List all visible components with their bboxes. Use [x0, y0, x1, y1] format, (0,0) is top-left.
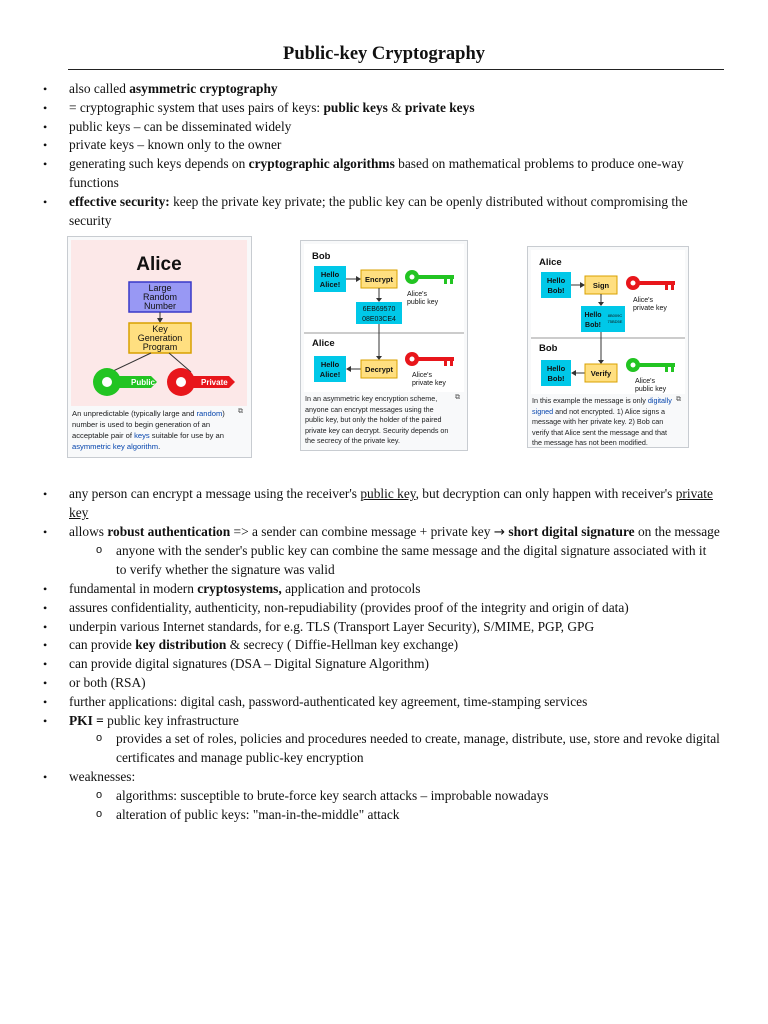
bullet-text: also called [69, 81, 130, 96]
figure-1-caption [72, 408, 236, 452]
bold-term: private keys [404, 99, 475, 115]
bullet-item [40, 768, 720, 824]
sub-bullet-item: o provides a set of roles, policies and procedures needed to create, manage, distribute, use, store and revoke digital certificates and manage public-key encryption [69, 730, 720, 768]
bullet-text: assures confidentiality, authenticity, non-repudiability (provides proof of the integrity and origin of data) [69, 599, 629, 615]
fig3-hello-bottom-line-2: Bob! [547, 374, 565, 383]
bullet-text: public key infrastructure [103, 712, 239, 728]
bullet-text: further applications: digital cash, password-authenticated key agreement, time-stamping services [69, 693, 588, 709]
bold-term: public keys [323, 99, 388, 115]
fig3-signed-line-1: Hello [584, 312, 602, 319]
fig3-signature-line-1: 8B009C [607, 313, 623, 318]
arrow-icon: → [493, 524, 506, 540]
bullet-text: => a sender can combine message + private key [230, 523, 494, 539]
bullet-item [40, 523, 720, 580]
fig1-heading: Alice [136, 254, 182, 275]
bullet-text: based on mathematical problems to produce one-way functions [69, 156, 684, 190]
fig2-decrypt-label: Decrypt [365, 365, 393, 374]
fig2-key-bottom-line-1: Alice's [412, 372, 433, 379]
bullet-text: on the message [634, 523, 720, 539]
fig1-program-line-2: Generation [137, 333, 183, 343]
fig3-key-bottom-line-1: Alice's [635, 378, 656, 385]
bullet-item [40, 712, 720, 768]
figure-3-caption [532, 396, 678, 449]
bullet-text: & [387, 99, 405, 115]
fig2-key-bottom-line-2: private key [412, 380, 446, 387]
bullet-text: , but decryption can only happen with receiver's [415, 486, 676, 501]
encryption-diagram [304, 244, 464, 392]
fig1-random-line-3: Number [143, 301, 177, 311]
bullet-item [40, 693, 720, 712]
fig1-public-label: Public [131, 378, 156, 387]
fig1-program-line-3: Program [142, 342, 178, 352]
fig2-encrypt-label: Encrypt [365, 275, 393, 284]
key-generation-diagram [71, 240, 247, 406]
enlarge-icon[interactable]: ⧉ [455, 393, 460, 401]
fig3-signed-line-2: Bob! [585, 322, 601, 329]
fig2-bottom-label: Alice [312, 338, 335, 349]
figure-encryption [300, 240, 468, 451]
bullet-item [40, 599, 720, 618]
caption-text: An unpredictable (typically large and [72, 409, 197, 418]
bullet-text: public keys – can be disseminated widely [69, 118, 292, 134]
fig3-top-label: Alice [539, 257, 562, 268]
bullet-text: or both (RSA) [69, 674, 146, 690]
bullet-text: = cryptographic system that uses pairs of keys: [69, 99, 324, 115]
fig3-key-bottom-line-2: public key [635, 386, 667, 393]
sub-bullet-item: o alteration of public keys: "man-in-the-middle" attack [69, 806, 720, 825]
figure-2-caption: In an asymmetric key encryption scheme, anyone can encrypt messages using the public key, but only the holder of the paired private key can decrypt. Security depends on the secrecy of the private key. [305, 394, 449, 445]
link-random[interactable]: random [196, 409, 223, 418]
fig3-sign-label: Sign [592, 281, 610, 290]
bold-term: effective security: [69, 193, 170, 209]
bullet-text: & secrecy ( Diffie-Hellman key exchange) [226, 637, 459, 653]
bullet-text: keep the private key private; the public key can be openly distributed without compromising the security [69, 193, 688, 228]
bold-term: PKI = [69, 712, 104, 728]
fig2-cipher-line-1: 6EB69570 [362, 306, 396, 313]
fig2-hello-top-line-1: Hello [320, 270, 340, 279]
bullet-item [40, 485, 720, 523]
fig1-program-line-1: Key [152, 324, 168, 334]
underlined-term: private key [69, 486, 713, 520]
underlined-term: public key [360, 486, 416, 501]
body-bullet-list [40, 485, 720, 824]
bold-term: short digital signature [508, 523, 635, 539]
fig1-random-line-2: Random [142, 292, 178, 302]
fig3-key-top-line-2: private key [633, 305, 667, 312]
link-keys[interactable]: keys [134, 431, 150, 440]
fig2-hello-top-line-2: Alice! [319, 280, 341, 289]
sub-bullet-list [69, 730, 720, 768]
bullet-text: fundamental in modern [69, 580, 198, 596]
bullet-text: can provide digital signatures (DSA – Digital Signature Algorithm) [69, 656, 430, 672]
bold-term: cryptosystems, [197, 580, 282, 596]
bullet-text: underpin various Internet standards, for e.g. TLS (Transport Layer Security), S/MIME, PGP, GPG [69, 618, 595, 634]
fig2-hello-bottom-line-1: Hello [320, 360, 340, 369]
fig3-bottom-label: Bob [539, 343, 558, 354]
bullet-text: can provide [69, 637, 136, 653]
bullet-text: any person can encrypt a message using the receiver's [69, 486, 361, 501]
fig2-key-top-line-1: Alice's [407, 291, 428, 298]
fig3-hello-top-line-2: Bob! [547, 286, 565, 295]
bullet-text: application and protocols [281, 580, 421, 596]
bullet-item [40, 618, 720, 637]
bullet-text: weaknesses: [69, 768, 136, 784]
bullet-text: private keys – known only to the owner [69, 137, 282, 153]
fig3-signature-line-2: 75BD5E [607, 319, 623, 324]
fig3-hello-top-line-1: Hello [546, 276, 566, 285]
bullet-item [40, 655, 720, 674]
caption-text: ) number is used to begin generation of an acceptable pair of [72, 409, 225, 440]
enlarge-icon[interactable]: ⧉ [676, 395, 681, 403]
fig2-key-top-line-2: public key [407, 299, 439, 306]
link-asymmetric-key-algorithm[interactable]: asymmetric key algorithm [72, 442, 159, 451]
bullet-text: generating such keys depends on [69, 156, 249, 172]
bold-term: cryptographic algorithms [248, 156, 395, 172]
fig3-key-top-line-1: Alice's [633, 297, 654, 304]
bold-term: robust authentication [107, 523, 231, 539]
bold-term: asymmetric cryptography [129, 81, 278, 96]
bullet-item [40, 636, 720, 655]
fig2-cipher-line-2: 08E03CE4 [362, 316, 396, 323]
bullet-item [40, 99, 720, 118]
fig3-hello-bottom-line-1: Hello [546, 364, 566, 373]
bullet-item [40, 193, 720, 231]
fig2-hello-bottom-line-2: Alice! [319, 370, 341, 379]
signature-diagram [531, 250, 685, 394]
fig3-verify-label: Verify [590, 369, 612, 378]
caption-text: suitable for use by an [149, 431, 224, 440]
bullet-text: allows [69, 523, 108, 539]
sub-bullet-item: o algorithms: susceptible to brute-force key search attacks – improbable nowadays [69, 787, 720, 806]
bullet-item [40, 118, 720, 137]
title-rule [68, 69, 724, 70]
bullet-item [40, 155, 720, 193]
bold-term: key distribution [135, 637, 227, 653]
bullet-item [40, 580, 720, 599]
bullet-item [40, 674, 720, 693]
fig2-top-label: Bob [312, 251, 331, 262]
caption-text: In this example the message is only [532, 396, 648, 405]
enlarge-icon[interactable]: ⧉ [238, 407, 243, 415]
fig1-private-label: Private [201, 378, 228, 387]
fig1-random-line-1: Large [148, 283, 172, 293]
link-digitally-signed[interactable]: digitally signed [532, 396, 672, 416]
sub-bullet-list [69, 542, 720, 580]
intro-bullet-list [40, 80, 720, 230]
bullet-item [40, 136, 720, 155]
bullet-item [40, 80, 720, 99]
sub-bullet-item: o anyone with the sender's public key can combine the same message and the digital signature associated with it to verify whether the signature was valid [69, 542, 720, 580]
caption-text: . [158, 442, 161, 451]
sub-bullet-list [69, 787, 720, 825]
figure-key-generation [67, 236, 252, 458]
page-title: Public-key Cryptography [283, 44, 485, 64]
figure-digital-signature [527, 246, 689, 448]
caption-text: and not encrypted. 1) Alice signs a message with her private key. 2) Bob can verify that Alice sent the message and that the message has not been modified. [532, 406, 668, 447]
